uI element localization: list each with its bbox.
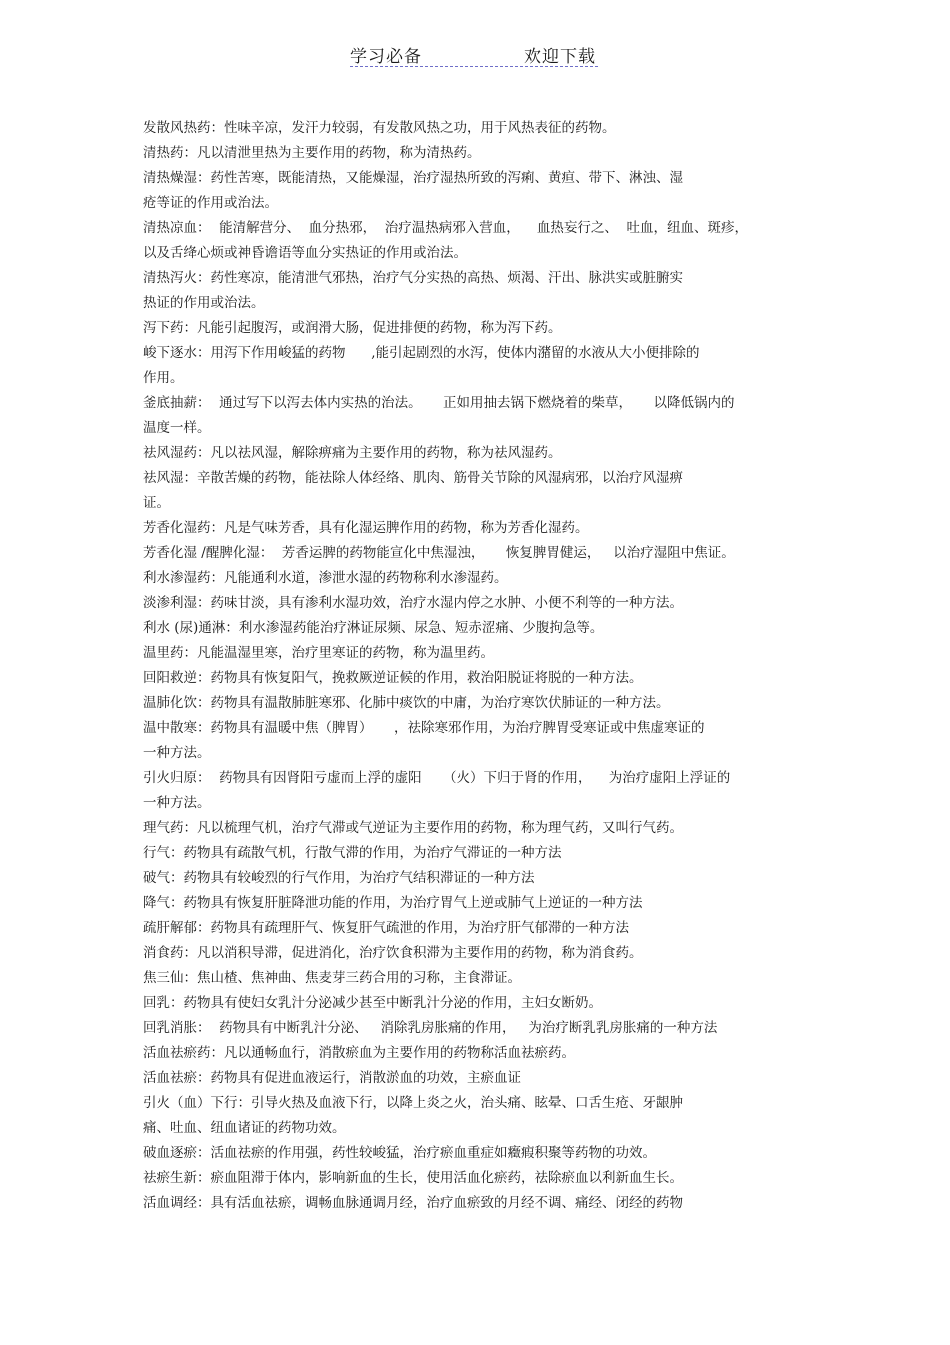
text-line: 证。 <box>143 495 170 511</box>
text-line: 破血逐瘀：活血祛瘀的作用强，药性较峻猛，治疗瘀血重症如癥瘕积聚等药物的功效。 <box>143 1145 656 1161</box>
text-line: 清热药：凡以清泄里热为主要作用的药物，称为清热药。 <box>143 145 481 161</box>
text-line: 温肺化饮：药物具有温散肺脏寒邪、化肺中痰饮的中庸，为治疗寒饮伏肺证的一种方法。 <box>143 695 670 711</box>
text-line: 一种方法。 <box>143 745 211 761</box>
page-header <box>350 40 598 67</box>
text-line: 芳香化湿药：凡是气味芳香，具有化湿运脾作用的药物，称为芳香化湿药。 <box>143 520 589 536</box>
header-left-text: 学习必备 <box>350 47 422 67</box>
text-line: 清热凉血： 能清解营分、 血分热邪， 治疗温热病邪入营血， 血热妄行之、 吐血，纽血、斑疹， <box>143 220 748 236</box>
text-line: 破气：药物具有较峻烈的行气作用，为治疗气结积滞证的一种方法 <box>143 870 535 886</box>
text-line: 活血祛瘀：药物具有促进血液运行，消散淤血的功效，主瘀血证 <box>143 1070 521 1086</box>
text-line: 痛、吐血、纽血诸证的药物功效。 <box>143 1120 346 1136</box>
text-line: 热证的作用或治法。 <box>143 295 265 311</box>
text-line: 以及舌绛心烦或神昏谵语等血分实热证的作用或治法。 <box>143 245 467 261</box>
text-line: 一种方法。 <box>143 795 211 811</box>
text-line: 温里药：凡能温湿里寒，治疗里寒证的药物，称为温里药。 <box>143 645 494 661</box>
text-line: 回乳消胀： 药物具有中断乳汁分泌、 消除乳房胀痛的作用， 为治疗断乳乳房胀痛的一种方法 <box>143 1020 718 1036</box>
text-line: 淡渗利湿：药味甘淡，具有渗利水湿功效，治疗水湿内停之水肿、小便不利等的一种方法。 <box>143 595 683 611</box>
text-line: 引火归原： 药物具有因肾阳亏虚而上浮的虚阳 （火）下归于肾的作用， 为治疗虚阳上浮证的 <box>143 770 731 786</box>
text-line: 祛风湿：辛散苦燥的药物，能祛除人体经络、肌肉、筋骨关节除的风湿病邪，以治疗风湿痹 <box>143 470 683 486</box>
text-line: 釜底抽薪： 通过写下以泻去体内实热的治法。 正如用抽去锅下燃烧着的柴草， 以降低锅内的 <box>143 395 735 411</box>
text-line: 行气：药物具有疏散气机，行散气滞的作用，为治疗气滞证的一种方法 <box>143 845 562 861</box>
text-line: 利水渗湿药：凡能通利水道，渗泄水湿的药物称利水渗湿药。 <box>143 570 508 586</box>
text-line: 祛风湿药：凡以祛风湿，解除痹痛为主要作用的药物，称为祛风湿药。 <box>143 445 562 461</box>
text-line: 发散风热药：性味辛凉，发汗力较弱，有发散风热之功，用于风热表征的药物。 <box>143 120 616 136</box>
text-line: 回阳救逆：药物具有恢复阳气，挽救厥逆证候的作用，救治阳脱证将脱的一种方法。 <box>143 670 643 686</box>
text-line: 泻下药：凡能引起腹泻，或润滑大肠，促进排便的药物，称为泻下药。 <box>143 320 562 336</box>
text-line: 回乳：药物具有使妇女乳汁分泌减少甚至中断乳汁分泌的作用，主妇女断奶。 <box>143 995 602 1011</box>
text-line: 作用。 <box>143 370 184 386</box>
document-body <box>143 116 808 1216</box>
text-line: 温度一样。 <box>143 420 211 436</box>
text-line: 利水 (尿)通淋：利水渗湿药能治疗淋证尿频、尿急、短赤涩痛、少腹拘急等。 <box>143 620 604 636</box>
text-line: 消食药：凡以消积导滞，促进消化，治疗饮食积滞为主要作用的药物，称为消食药。 <box>143 945 643 961</box>
text-line: 清热泻火：药性寒凉，能清泄气邪热，治疗气分实热的高热、烦渴、汗出、脉洪实或脏腑实 <box>143 270 683 286</box>
text-line: 峻下逐水：用泻下作用峻猛的药物 ,能引起剧烈的水泻，使体内潴留的水液从大小便排除的 <box>143 345 700 361</box>
text-line: 疮等证的作用或治法。 <box>143 195 278 211</box>
text-line: 疏肝解郁：药物具有疏理肝气、恢复肝气疏泄的作用，为治疗肝气郁滞的一种方法 <box>143 920 629 936</box>
text-line: 祛瘀生新：瘀血阻滞于体内，影响新血的生长，使用活血化瘀药，祛除瘀血以利新血生长。 <box>143 1170 683 1186</box>
text-line: 温中散寒：药物具有温暖中焦（脾胃） ，祛除寒邪作用，为治疗脾胃受寒证或中焦虚寒证的 <box>143 720 705 736</box>
text-line: 引火（血）下行：引导火热及血液下行，以降上炎之火，治头痛、眩晕、口舌生疮、牙龈肿 <box>143 1095 683 1111</box>
header-right-text: 欢迎下载 <box>524 47 596 67</box>
text-line: 理气药：凡以梳理气机，治疗气滞或气逆证为主要作用的药物，称为理气药，又叫行气药。 <box>143 820 683 836</box>
text-line: 焦三仙：焦山楂、焦神曲、焦麦芽三药合用的习称，主食滞证。 <box>143 970 521 986</box>
text-line: 活血祛瘀药：凡以通畅血行，消散瘀血为主要作用的药物称活血祛瘀药。 <box>143 1045 575 1061</box>
text-line: 活血调经：具有活血祛瘀，调畅血脉通调月经，治疗血瘀致的月经不调、痛经、闭经的药物 <box>143 1195 683 1211</box>
text-line: 清热燥湿：药性苦寒，既能清热，又能燥湿，治疗湿热所致的泻痢、黄疸、带下、淋浊、湿 <box>143 170 683 186</box>
text-line: 芳香化湿 /醒脾化湿： 芳香运脾的药物能宣化中焦湿浊， 恢复脾胃健运， 以治疗湿阻中焦证。 <box>143 545 735 561</box>
text-line: 降气：药物具有恢复肝脏降泄功能的作用，为治疗胃气上逆或肺气上逆证的一种方法 <box>143 895 643 911</box>
